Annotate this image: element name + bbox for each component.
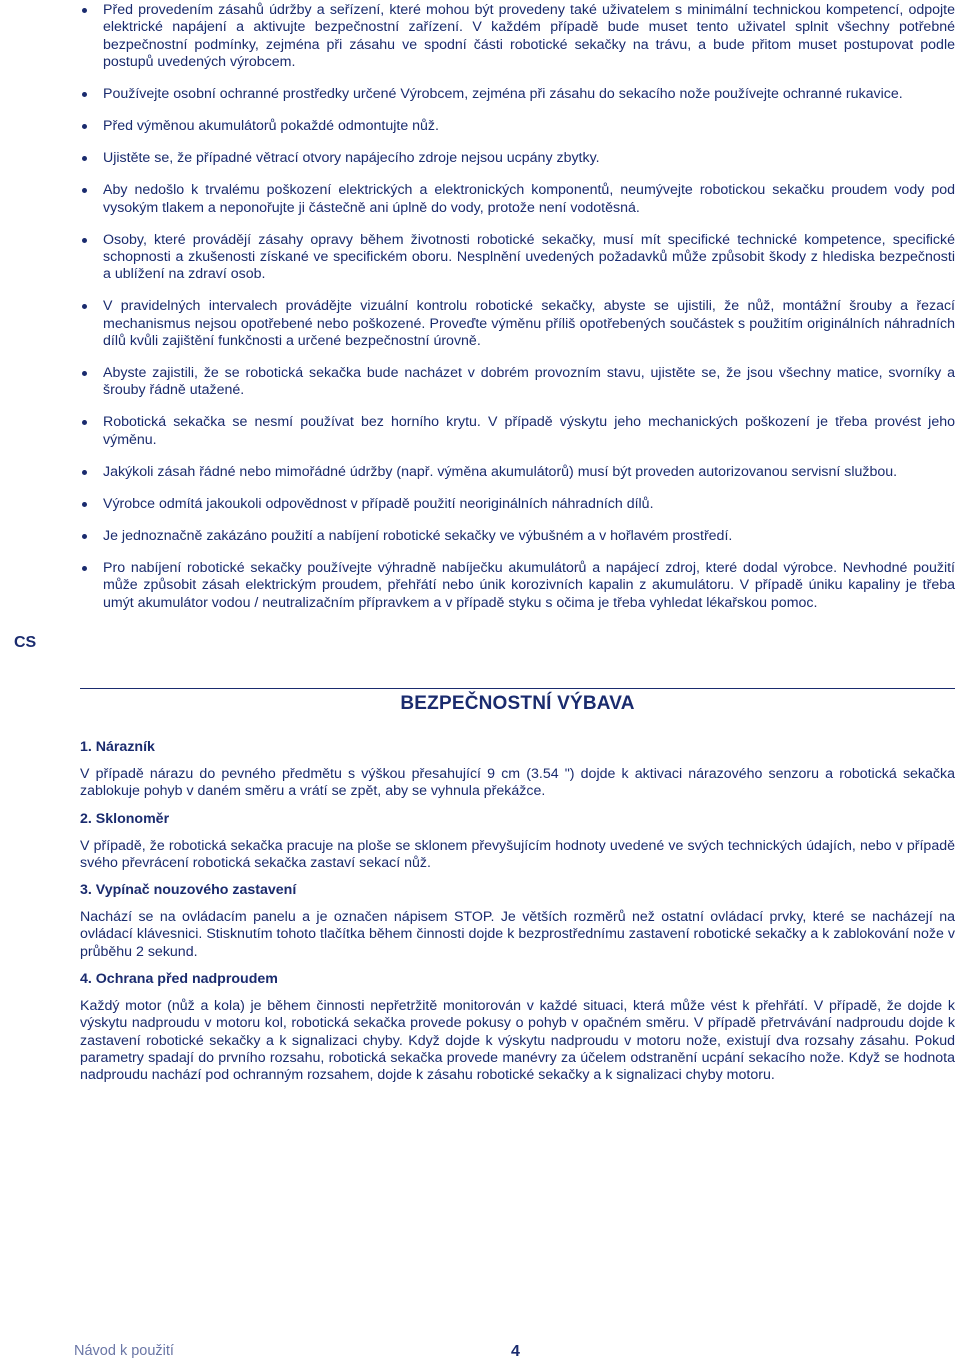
bullet-dot	[82, 92, 87, 97]
bullet-dot	[82, 502, 87, 507]
subsection-heading-bumper: 1. Nárazník	[80, 739, 155, 755]
bullet-dot	[82, 420, 87, 425]
bullet-text: V pravidelných intervalech provádějte vizuální kontrolu robotické sekačky, abyste se ujistili, že nůž, montážní šrouby a řezací mechanismus nejsou opotřebené nebo poškozené. Proveďte výměnu příliš opotřebených součástek s použitím originálních náhradních dílů kvůli zajištění funkčnosti a určené bezpečnostní úrovně.	[103, 298, 955, 349]
bullet-dot	[82, 534, 87, 539]
bullet-dot	[82, 156, 87, 161]
bullet-item	[80, 232, 955, 284]
bullet-item	[80, 86, 955, 103]
section-divider	[80, 688, 955, 689]
bullet-text: Aby nedošlo k trvalému poškození elektrických a elektronických komponentů, neumývejte robotickou sekačku proudem vody pod vysokým tlakem a neponořujte ji částečně ani úplně do vody, protože není vodotěsná.	[103, 182, 955, 216]
bullet-text: Jakýkoli zásah řádné nebo mimořádné údržby (např. výměna akumulátorů) musí být proveden autorizovanou servisní službou.	[103, 463, 898, 480]
section-title: BEZPEČNOSTNÍ VÝBAVA	[400, 693, 635, 714]
maintenance-bullet-list	[80, 2, 955, 627]
subsection-heading-inclinometer: 2. Sklonoměr	[80, 810, 170, 827]
bullet-dot	[82, 238, 87, 243]
bullet-text: Je jednoznačně zakázáno použití a nabíjení robotické sekačky ve výbušném a v hořlavém prostředí.	[103, 528, 733, 544]
bullet-item	[80, 560, 955, 612]
bullet-text: Používejte osobní ochranné prostředky určené Výrobcem, zejména při zásahu do sekacího nože používejte ochranné rukavice.	[103, 85, 903, 102]
bullet-item	[80, 365, 955, 400]
bullet-item	[80, 298, 955, 350]
subsection-body-bumper: V případě nárazu do pevného předmětu s výškou přesahující 9 cm (3.54 ") dojde k aktivaci nárazového senzoru a robotická sekačka zablokuje pohyb v daném směru a vrátí se zpět, aby se vyhnula překážce.	[80, 766, 955, 800]
bullet-dot	[82, 304, 87, 309]
safety-equipment-sections	[80, 738, 955, 1094]
bullet-item	[80, 528, 955, 545]
bullet-text: Výrobce odmítá jakoukoli odpovědnost v případě použití neoriginálních náhradních dílů.	[103, 495, 654, 512]
bullet-dot	[82, 371, 87, 376]
bullet-item	[80, 182, 955, 217]
bullet-item	[80, 150, 955, 167]
subsection-heading-emergency-stop: 3. Vypínač nouzového zastavení	[80, 882, 297, 899]
subsection-body-inclinometer: V případě, že robotická sekačka pracuje na ploše se sklonem převyšujícím hodnoty uvedené ve svých technických údajích, nebo v případě svého převrácení robotická sekačka zastaví sekací nůž.	[80, 837, 955, 871]
bullet-text: Před výměnou akumulátorů pokaždé odmontujte nůž.	[103, 118, 439, 135]
bullet-dot	[82, 566, 87, 571]
bullet-text: Robotická sekačka se nesmí používat bez horního krytu. V případě výskytu jeho mechanických poškození je třeba provést jeho výměnu.	[103, 414, 955, 448]
bullet-dot	[82, 124, 87, 129]
bullet-dot	[82, 470, 87, 475]
subsection-body-emergency-stop: Nachází se na ovládacím panelu a je označen nápisem STOP. Je větších rozměrů než ostatní ovládací prvky, které se nacházejí na ovládací klávesnici. Stisknutím tohoto tlačítka během činnosti dojde k bezprostřednímu zastavení robotické sekačky a k zablokování nože v průběhu 2 sekund.	[80, 909, 955, 960]
bullet-item	[80, 464, 955, 481]
bullet-item	[80, 414, 955, 449]
subsection-heading-overcurrent: 4. Ochrana před nadproudem	[80, 971, 278, 988]
bullet-dot	[82, 188, 87, 193]
bullet-text: Osoby, které provádějí zásahy opravy během životnosti robotické sekačky, musí mít specifické technické kompetence, specifické schopnosti a zkušenosti získané ve specifickém oboru. Nesplnění uvedených požadavků může způsobit škody z hlediska bezpečnosti a ublížení na zdraví osob.	[103, 231, 955, 283]
subsection-body-overcurrent: Každý motor (nůž a kola) je během činnosti nepřetržitě monitorován v každé situaci, která může vést k přehřátí. V případě, že dojde k výskytu nadproudu v motoru kol, robotická sekačka provede pokusy o pohyb v opačném směru. V případě přetrvávání nadproudu dojde k zastavení robotické sekačky a k signalizaci chyby. Když dojde k výskytu nadproudu v motoru nože, existují dva rozsahy zásahu. Pokud parametry spadají do prvního rozsahu, robotická sekačka provede manévry za účelem odstranění ucpání sekacího nože. Když se hodnota nadproudu nachází pod ochranným rozsahem, dojde k zásahu robotické sekačky a k signalizaci chyby motoru.	[80, 998, 955, 1084]
footer-manual-label: Návod k použití	[74, 1343, 174, 1359]
bullet-text: Pro nabíjení robotické sekačky používejte výhradně nabíječku akumulátorů a napájecí zdroj, které dodal výrobce. Nevhodné použití může způsobit zásah elektrickým proudem, přehřátí nebo únik korozivních kapalin z akumulátoru. V případě úniku kapaliny je třeba umýt akumulátor vodou / neutralizačním přípravkem a v případě styku s očima je třeba vyhledat lékařskou pomoc.	[103, 560, 955, 611]
bullet-item	[80, 496, 955, 513]
language-badge: CS	[14, 634, 37, 651]
bullet-item	[80, 2, 955, 71]
footer-page-number: 4	[511, 1343, 520, 1360]
bullet-text: Před provedením zásahů údržby a seřízení, které mohou být provedeny také uživatelem s minimální technickou kompetencí, odpojte elektrické napájení a aktivujte bezpečnostní zařízení. V každém případě bude muset tento uživatel splnit všechny potřebné bezpečnostní podmínky, zejména při zásahu ve spodní části robotické sekačky na trávu, a bude přitom muset postupovat podle postupů uvedených výrobcem.	[103, 2, 955, 70]
bullet-text: Abyste zajistili, že se robotická sekačka bude nacházet v dobrém provozním stavu, ujistěte se, že jsou všechny matice, svorníky a šrouby řádně utažené.	[103, 365, 955, 399]
bullet-item	[80, 118, 955, 135]
bullet-dot	[82, 8, 87, 13]
bullet-text: Ujistěte se, že případné větrací otvory napájecího zdroje nejsou ucpány zbytky.	[103, 150, 600, 167]
